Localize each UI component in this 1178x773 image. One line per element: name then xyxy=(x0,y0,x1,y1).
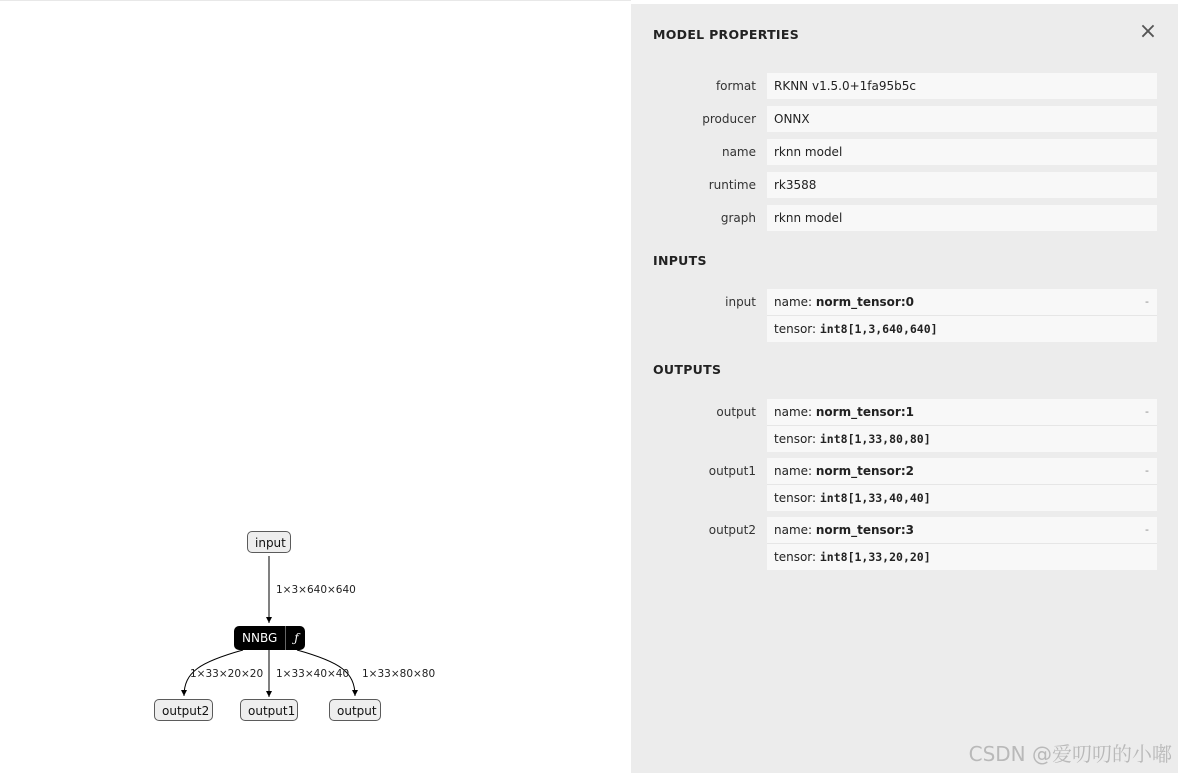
model-properties-sidebar xyxy=(631,4,1178,773)
property-value[interactable]: rknn model xyxy=(767,139,1157,165)
edge-label-output2: 1×33×20×20 xyxy=(190,668,264,680)
tensor-type: int8[1,33,40,40] xyxy=(819,491,931,505)
outputs-section-title: OUTPUTS xyxy=(653,362,722,377)
sidebar-title: MODEL PROPERTIES xyxy=(653,27,799,42)
tensor-type: int8[1,3,640,640] xyxy=(819,322,938,336)
edge-label-output: 1×33×80×80 xyxy=(362,668,436,680)
argument-name-line xyxy=(767,399,1157,425)
argument-label: output xyxy=(716,405,756,419)
tensor-prefix: tensor: xyxy=(774,491,820,505)
property-value[interactable]: rk3588 xyxy=(767,172,1157,198)
argument-label: output2 xyxy=(708,523,756,537)
graph-node-input[interactable]: input xyxy=(247,531,291,553)
name-prefix: name: xyxy=(774,464,816,478)
property-value[interactable]: rknn model xyxy=(767,205,1157,231)
expand-toggle[interactable]: - xyxy=(1145,523,1149,536)
graph-node-output[interactable]: output xyxy=(329,699,381,721)
graph-node-output2[interactable]: output2 xyxy=(154,699,213,721)
property-label: runtime xyxy=(708,178,756,192)
argument-tensor-line xyxy=(767,543,1157,570)
edge-label-output1: 1×33×40×40 xyxy=(276,668,350,680)
argument-label: output1 xyxy=(708,464,756,478)
tensor-type: int8[1,33,20,20] xyxy=(819,550,931,564)
tensor-prefix: tensor: xyxy=(774,432,820,446)
edge-label-input: 1×3×640×640 xyxy=(276,584,356,596)
expand-toggle[interactable]: - xyxy=(1145,464,1149,477)
name-prefix: name: xyxy=(774,523,816,537)
expand-toggle[interactable]: - xyxy=(1145,295,1149,308)
tensor-type: int8[1,33,80,80] xyxy=(819,432,931,446)
property-label: producer xyxy=(702,112,756,126)
argument-name-line xyxy=(767,289,1157,315)
argument-name: norm_tensor:0 xyxy=(815,295,914,309)
argument-tensor-line xyxy=(767,484,1157,511)
close-icon[interactable]: × xyxy=(1138,19,1158,44)
op-name: NNBG xyxy=(242,631,278,645)
property-label: graph xyxy=(720,211,756,225)
argument-box[interactable] xyxy=(767,399,1157,452)
argument-box[interactable] xyxy=(767,289,1157,342)
graph-node-output1[interactable]: output1 xyxy=(240,699,298,721)
property-value[interactable]: ONNX xyxy=(767,106,1157,132)
expand-toggle[interactable]: - xyxy=(1145,405,1149,418)
function-icon: ƒ xyxy=(285,626,306,650)
tensor-prefix: tensor: xyxy=(774,322,820,336)
argument-name-line xyxy=(767,458,1157,484)
argument-box[interactable] xyxy=(767,458,1157,511)
argument-name-line xyxy=(767,517,1157,543)
property-label: name xyxy=(721,145,756,159)
argument-box[interactable] xyxy=(767,517,1157,570)
argument-name: norm_tensor:3 xyxy=(815,523,914,537)
tensor-prefix: tensor: xyxy=(774,550,820,564)
property-value[interactable]: RKNN v1.5.0+1fa95b5c xyxy=(767,73,1157,99)
inputs-section-title: INPUTS xyxy=(653,253,707,268)
name-prefix: name: xyxy=(774,295,816,309)
argument-name: norm_tensor:1 xyxy=(815,405,914,419)
argument-tensor-line xyxy=(767,425,1157,452)
graph-node-nnbg[interactable] xyxy=(234,626,305,650)
argument-label: input xyxy=(725,295,756,309)
name-prefix: name: xyxy=(774,405,816,419)
argument-tensor-line xyxy=(767,315,1157,342)
argument-name: norm_tensor:2 xyxy=(815,464,914,478)
watermark: CSDN @爱叨叨的小嘟 xyxy=(968,742,1172,766)
property-label: format xyxy=(715,79,756,93)
